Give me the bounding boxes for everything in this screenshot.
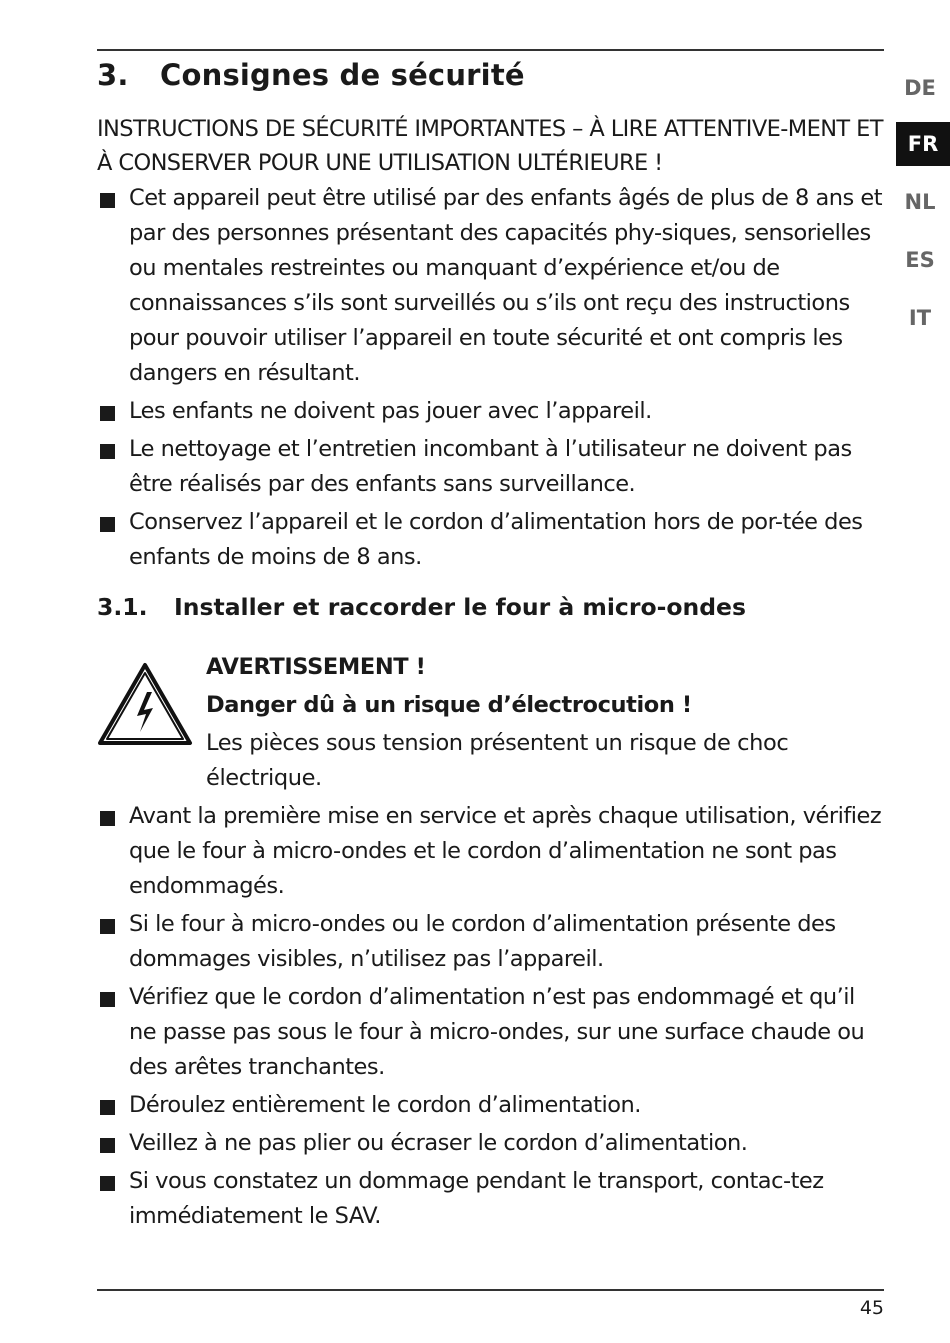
bullet-icon (100, 406, 115, 421)
warning-text: Les pièces sous tension présentent un risque de choc électrique. (206, 730, 789, 791)
warning-headline: Danger dû à un risque d’électrocution ! (206, 692, 692, 718)
list-item: Si vous constatez un dommage pendant le transport, contac-tez immédiatement le SAV. (97, 1164, 887, 1234)
list-item: Le nettoyage et l’entretien incombant à l’utilisateur ne doivent pas être réalisés par des enfants sans surveillance. (97, 432, 887, 502)
list-item: Vérifiez que le cordon d’alimentation n’est pas endommagé et qu’il ne passe pas sous le four à micro-ondes, sur une surface chaude ou des arêtes tranchantes. (97, 980, 887, 1085)
list-item: Cet appareil peut être utilisé par des enfants âgés de plus de 8 ans et par des personnes présentant des capacités phy-siques, sensorielles ou mentales restreintes ou manquant d’expérience et/ou de connaissances s’ils sont surveillés ou s’ils ont reçu des instructions pour pouvoir utiliser l’appareil en toute sécurité et ont compris les dangers en résultant. (97, 181, 887, 391)
bullet-icon (100, 811, 115, 826)
subsection-number: 3.1. (97, 593, 148, 621)
bullet-icon (100, 992, 115, 1007)
bullet-icon (100, 444, 115, 459)
subsection-heading (97, 593, 746, 621)
bullet-icon (100, 193, 115, 208)
section-intro: INSTRUCTIONS DE SÉCURITÉ IMPORTANTES – À LIRE ATTENTIVE-MENT ET À CONSERVER POUR UNE UTILISATION ULTÉRIEURE ! (97, 116, 883, 176)
bullet-icon (100, 919, 115, 934)
subsection-title: Installer et raccorder le four à micro-ondes (174, 593, 746, 621)
list-item: Avant la première mise en service et après chaque utilisation, vérifiez que le four à micro-ondes et le cordon d’alimentation ne sont pas endommagés. (97, 799, 887, 904)
bullet-icon (100, 1100, 115, 1115)
warning-label: AVERTISSEMENT ! (206, 654, 426, 680)
bullet-icon (100, 517, 115, 532)
list-item: Veillez à ne pas plier ou écraser le cordon d’alimentation. (97, 1126, 887, 1161)
installation-list (97, 799, 887, 1237)
section-title: Consignes de sécurité (160, 58, 525, 92)
language-tab-fr[interactable]: FR (896, 122, 950, 166)
warning-block (206, 648, 886, 796)
electric-shock-warning-icon (97, 662, 193, 746)
page-number: 45 (859, 1297, 884, 1319)
language-tab-de[interactable]: DE (904, 76, 936, 100)
language-tab-es[interactable]: ES (905, 248, 935, 272)
top-rule (97, 49, 884, 51)
list-item: Si le four à micro-ondes ou le cordon d’alimentation présente des dommages visibles, n’utilisez pas l’appareil. (97, 907, 887, 977)
list-item: Conservez l’appareil et le cordon d’alimentation hors de por-tée des enfants de moins de 8 ans. (97, 505, 887, 575)
bullet-icon (100, 1138, 115, 1153)
bullet-icon (100, 1176, 115, 1191)
safety-list (97, 181, 887, 578)
section-heading (97, 58, 525, 92)
bottom-rule (97, 1289, 884, 1291)
section-number: 3. (97, 58, 129, 92)
language-tab-it[interactable]: IT (908, 306, 932, 330)
list-item: Les enfants ne doivent pas jouer avec l’appareil. (97, 394, 887, 429)
list-item: Déroulez entièrement le cordon d’alimentation. (97, 1088, 887, 1123)
language-tab-nl[interactable]: NL (904, 190, 936, 214)
